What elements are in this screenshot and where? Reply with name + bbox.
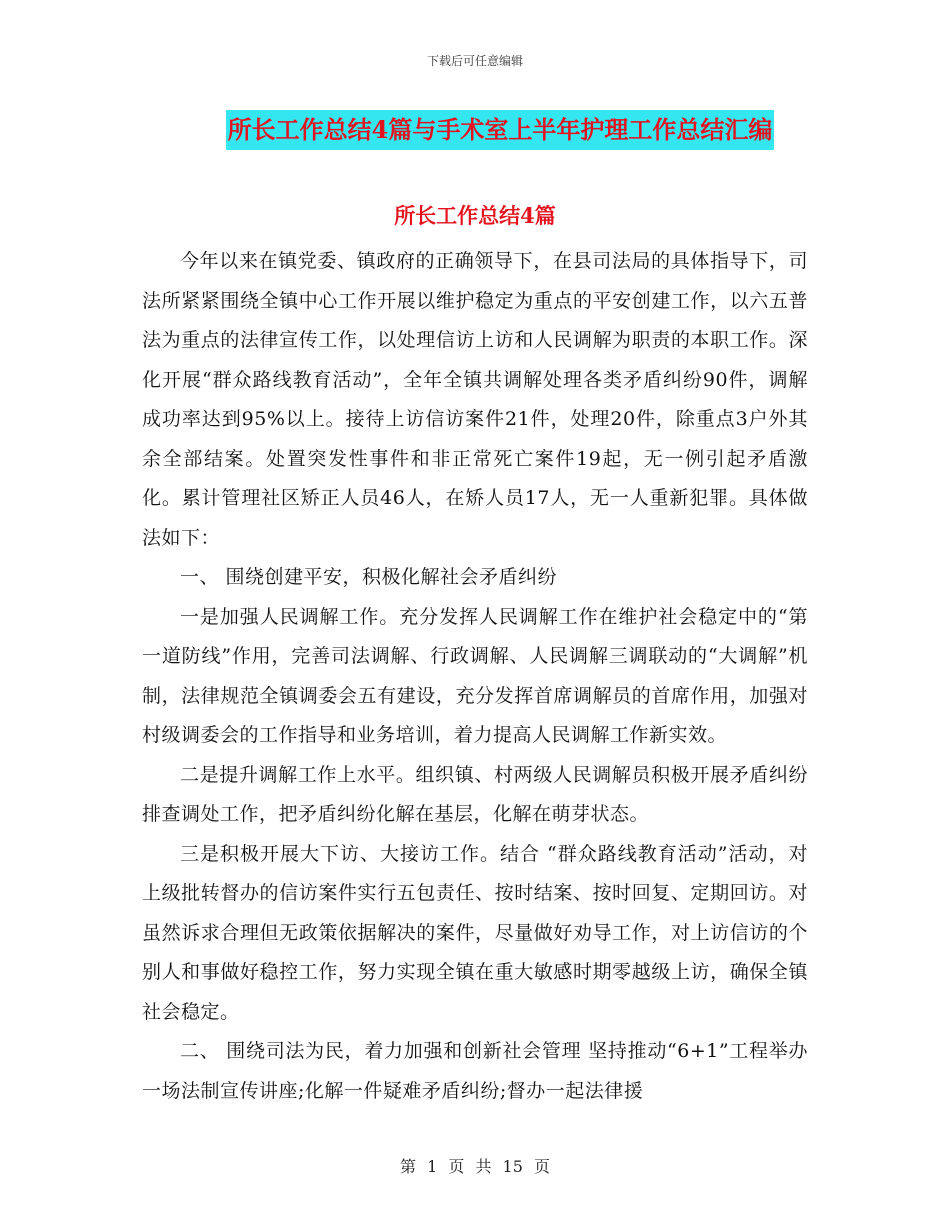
- document-title: 所长工作总结4篇与手术室上半年护理工作总结汇编: [226, 110, 775, 150]
- document-title-wrapper: [0, 110, 950, 150]
- page-number-footer: 第 1 页 共 15 页: [400, 1157, 550, 1176]
- section-title: 所长工作总结4篇: [394, 203, 556, 228]
- paragraph-heading-2: 二、 围绕司法为民，着力加强和创新社会管理 坚持推动“6+1”工程举办一场法制宣传讲座;化解一件疑难矛盾纠纷;督办一起法律援: [142, 1040, 808, 1102]
- paragraph-heading-1: 一、 围绕创建平安，积极化解社会矛盾纠纷: [180, 566, 558, 588]
- paragraph-petition: 三是积极开展大下访、大接访工作。结合 “群众路线教育活动”活动，对上级批转督办的信访案件实行五包责任、按时结案、按时回复、定期回访。对虽然诉求合理但无政策依据解决的案件，尽量做好劝导工作，对上访信访的个别人和事做好稳控工作，努力实现全镇在重大敏感时期零越级上访，确保全镇社会稳定。: [142, 842, 808, 1023]
- page-header-note: 下载后可任意编辑: [426, 54, 523, 68]
- document-body: [142, 242, 808, 1111]
- paragraph-intro: 今年以来在镇党委、镇政府的正确领导下，在县司法局的具体指导下，司法所紧紧围绕全镇中心工作开展以维护稳定为重点的平安创建工作，以六五普法为重点的法律宣传工作，以处理信访上访和人民调解为职责的本职工作。深化开展“群众路线教育活动”，全年全镇共调解处理各类矛盾纠纷90件，调解成功率达到95%以上。接待上访信访案件21件，处理20件，除重点3户外其余全部结案。处置突发性事件和非正常死亡案件19起，无一例引起矛盾激化。累计管理社区矫正人员46人，在矫人员17人，无一人重新犯罪。具体做法如下：: [142, 250, 808, 549]
- paragraph-mediation: 一是加强人民调解工作。充分发挥人民调解工作在维护社会稳定中的“第一道防线”作用，完善司法调解、行政调解、人民调解三调联动的“大调解”机制，法律规范全镇调委会五有建设，充分发挥首席调解员的首席作用，加强对村级调委会的工作指导和业务培训，着力提高人民调解工作新实效。: [142, 605, 808, 746]
- paragraph-improve-mediation: 二是提升调解工作上水平。组织镇、村两级人民调解员积极开展矛盾纠纷排查调处工作，把矛盾纠纷化解在基层，化解在萌芽状态。: [142, 763, 808, 825]
